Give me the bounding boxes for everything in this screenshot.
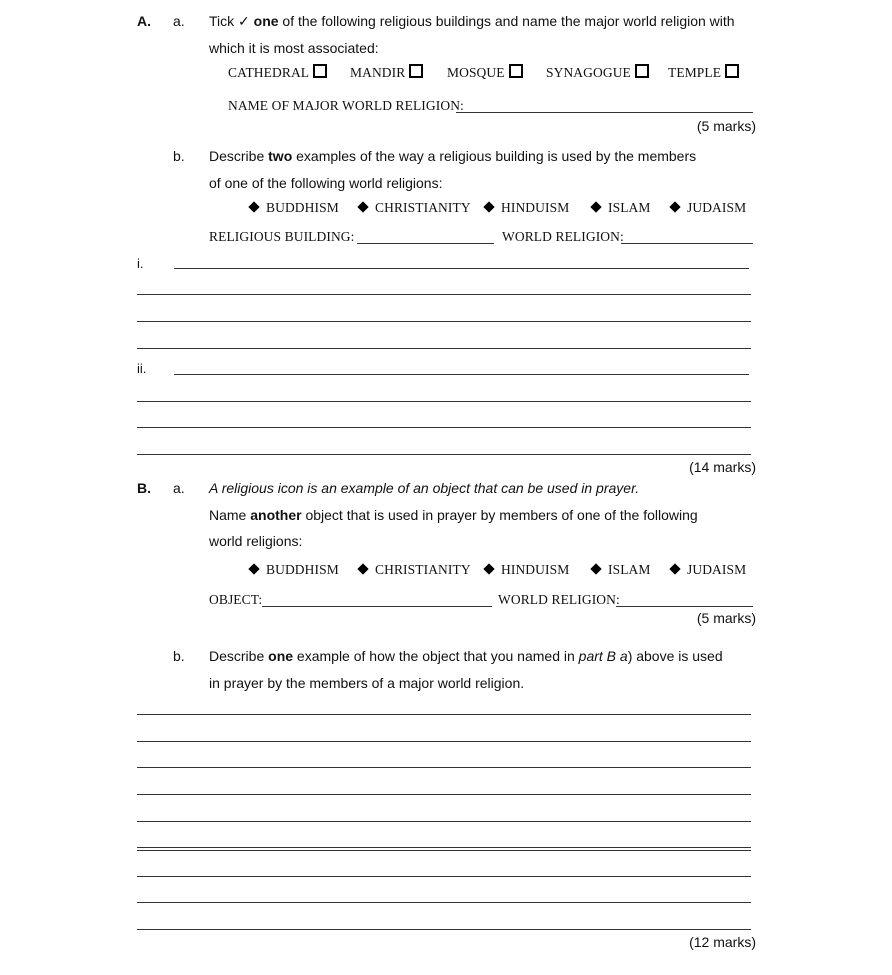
question-b-a-line2 xyxy=(209,507,698,523)
text-segment: examples of the way a religious building is used by the members xyxy=(292,148,697,164)
text-segment: Describe xyxy=(209,648,269,664)
option-cathedral[interactable] xyxy=(228,64,327,81)
option-label: BUDDHISM xyxy=(266,562,339,577)
religion-option-buddhism xyxy=(250,200,339,216)
marks-a-a: (5 marks) xyxy=(696,118,756,134)
diamond-bullet-icon xyxy=(590,201,601,212)
emphasis-another: another xyxy=(250,507,302,523)
option-mandir[interactable] xyxy=(350,64,423,81)
text-segment: example of how the object that you named in xyxy=(293,648,579,664)
part-a-label: a. xyxy=(173,480,185,496)
diamond-bullet-icon xyxy=(669,563,680,574)
option-label: CATHEDRAL xyxy=(228,65,310,80)
religion-option-judaism xyxy=(671,200,746,216)
option-mosque[interactable] xyxy=(447,64,523,81)
option-label: CHRISTIANITY xyxy=(375,200,471,215)
answer-line[interactable] xyxy=(137,741,751,742)
answer-line[interactable] xyxy=(137,821,751,822)
question-a-a-line2: which it is most associated: xyxy=(209,40,379,56)
diamond-bullet-icon xyxy=(669,201,680,212)
religion-option-christianity xyxy=(359,200,471,216)
emphasis-one: one xyxy=(253,13,279,29)
option-label: BUDDHISM xyxy=(266,200,339,215)
item-ii-label: ii. xyxy=(137,361,147,376)
religion-option-buddhism xyxy=(250,562,339,578)
religion-option-hinduism xyxy=(485,562,569,578)
answer-line[interactable] xyxy=(137,427,751,428)
answer-line[interactable] xyxy=(137,794,751,795)
diamond-bullet-icon xyxy=(248,201,259,212)
world-religion-label: WORLD RELIGION: xyxy=(502,229,624,244)
religion-option-christianity xyxy=(359,562,471,578)
marks-b-a: (5 marks) xyxy=(696,610,756,626)
answer-line[interactable] xyxy=(137,767,751,768)
religion-option-islam xyxy=(592,200,651,216)
answer-line[interactable] xyxy=(137,902,751,903)
option-label: ISLAM xyxy=(608,200,651,215)
answer-line[interactable] xyxy=(137,929,751,930)
world-religion-answer-line[interactable] xyxy=(616,606,753,607)
question-b-b-line2: in prayer by the members of a major world religion. xyxy=(209,675,525,691)
religious-building-answer-line[interactable] xyxy=(357,243,494,244)
answer-line[interactable] xyxy=(137,348,751,349)
checkbox[interactable] xyxy=(409,64,423,78)
emphasis-two: two xyxy=(268,148,293,164)
religion-option-islam xyxy=(592,562,651,578)
diamond-bullet-icon xyxy=(590,563,601,574)
option-label: JUDAISM xyxy=(687,200,747,215)
text-segment: object that is used in prayer by members of one of the following xyxy=(301,507,698,523)
world-religion-answer-line[interactable] xyxy=(621,243,753,244)
marks-b-b: (12 marks) xyxy=(689,934,756,950)
option-label: SYNAGOGUE xyxy=(546,65,631,80)
answer-line[interactable] xyxy=(174,374,749,375)
checkbox[interactable] xyxy=(509,64,523,78)
diamond-bullet-icon xyxy=(248,563,259,574)
diamond-bullet-icon xyxy=(483,201,494,212)
option-label: CHRISTIANITY xyxy=(375,562,471,577)
diamond-bullet-icon xyxy=(357,563,368,574)
religious-building-label: RELIGIOUS BUILDING: xyxy=(209,229,355,244)
item-i-label: i. xyxy=(137,256,144,271)
religion-name-label: NAME OF MAJOR WORLD RELIGION: xyxy=(228,98,464,113)
text-segment: Tick ✓ xyxy=(209,13,254,29)
option-temple[interactable] xyxy=(668,64,739,81)
part-a-label: a. xyxy=(173,13,185,29)
diamond-bullet-icon xyxy=(483,563,494,574)
answer-line[interactable] xyxy=(137,876,751,877)
option-label: JUDAISM xyxy=(687,562,747,577)
world-religion-label: WORLD RELIGION: xyxy=(498,592,620,607)
answer-line[interactable] xyxy=(137,850,751,851)
option-label: TEMPLE xyxy=(668,65,722,80)
marks-a-b: (14 marks) xyxy=(689,459,756,475)
question-b-b-line1 xyxy=(209,648,723,664)
question-a-b-line1 xyxy=(209,148,696,164)
religion-option-hinduism xyxy=(485,200,569,216)
option-label: ISLAM xyxy=(608,562,651,577)
object-answer-line[interactable] xyxy=(262,606,492,607)
diamond-bullet-icon xyxy=(357,201,368,212)
checkbox[interactable] xyxy=(635,64,649,78)
religion-name-answer-line[interactable] xyxy=(456,112,753,113)
answer-line[interactable] xyxy=(174,268,749,269)
part-b-label: b. xyxy=(173,648,185,664)
answer-line[interactable] xyxy=(137,294,751,295)
checkbox[interactable] xyxy=(725,64,739,78)
section-b-label: B. xyxy=(137,480,151,496)
part-reference: part B a xyxy=(578,648,628,664)
text-segment: Name xyxy=(209,507,251,523)
option-label: HINDUISM xyxy=(501,200,570,215)
answer-line[interactable] xyxy=(137,321,751,322)
answer-line[interactable] xyxy=(137,847,751,848)
text-segment: of the following religious buildings and name the major world religion with xyxy=(278,13,735,29)
answer-line[interactable] xyxy=(137,401,751,402)
religion-option-judaism xyxy=(671,562,746,578)
object-label: OBJECT: xyxy=(209,592,263,607)
text-segment: ) above is used xyxy=(627,648,723,664)
question-a-a-line1 xyxy=(209,13,735,30)
answer-line[interactable] xyxy=(137,454,751,455)
text-segment: Describe xyxy=(209,148,269,164)
option-label: MOSQUE xyxy=(447,65,505,80)
checkbox[interactable] xyxy=(313,64,327,78)
question-b-a-line1: A religious icon is an example of an object that can be used in prayer. xyxy=(209,480,640,496)
part-b-label: b. xyxy=(173,148,185,164)
option-label: HINDUISM xyxy=(501,562,570,577)
question-b-a-line3: world religions: xyxy=(209,533,303,549)
option-synagogue[interactable] xyxy=(546,64,649,81)
question-a-b-line2: of one of the following world religions: xyxy=(209,175,443,191)
emphasis-one: one xyxy=(268,648,294,664)
option-label: MANDIR xyxy=(350,65,406,80)
answer-line[interactable] xyxy=(137,714,751,715)
section-a-label: A. xyxy=(137,13,151,29)
